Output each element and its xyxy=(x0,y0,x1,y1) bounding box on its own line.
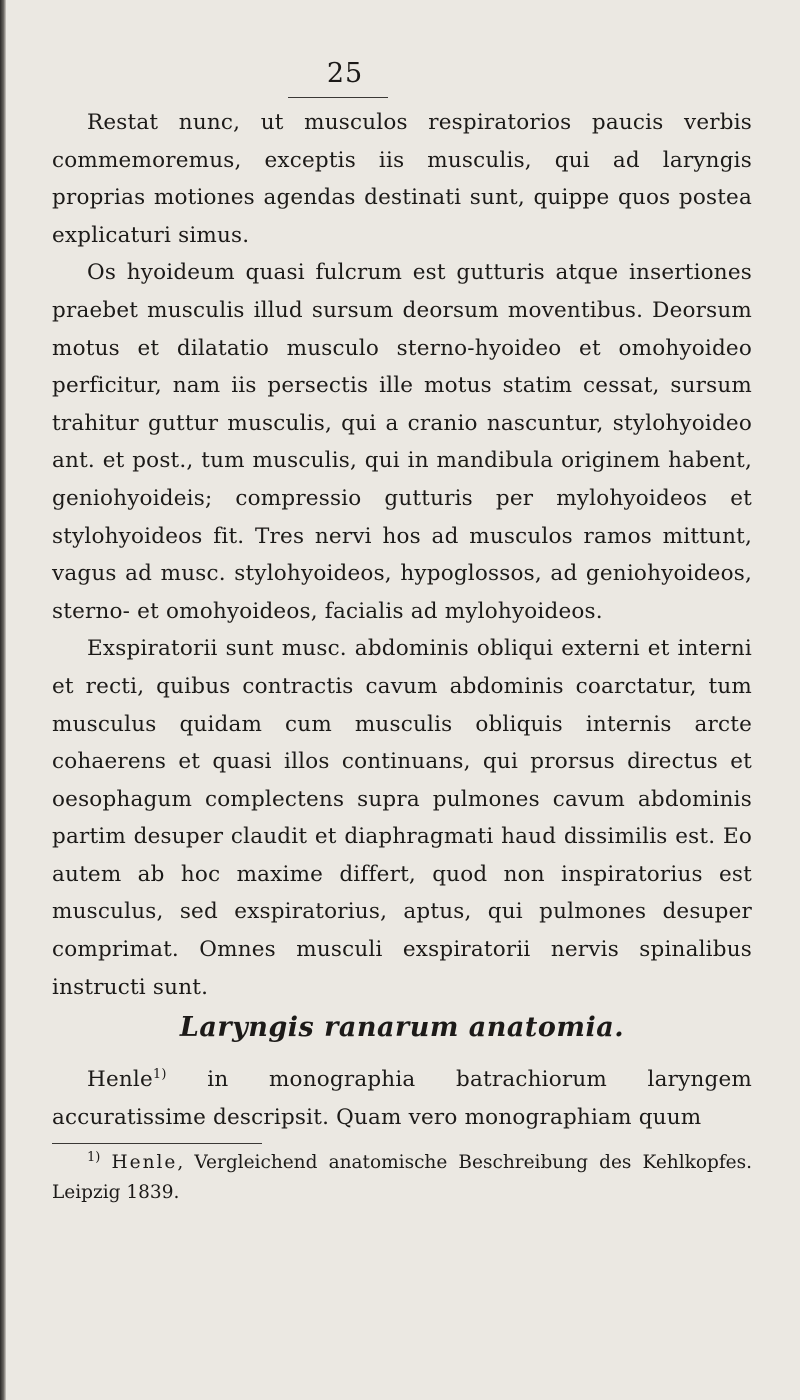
section-heading: Laryngis ranarum anatomia. xyxy=(179,1012,625,1043)
paragraph-3: Exspiratorii sunt musc. abdominis obliqui externi et interni et recti, quibus contractis cavum abdominis coarctatur, tum musculus quidam cum musculis obliquis internis arcte cohaerens et quasi illos continuans, qui prorsus directus et oesophagum complectens supra pulmones cavum abdominis partim desuper claudit et diaphragmati haud dissimilis est. Eo autem ab hoc maxime differt, quod non inspiratorius est musculus, sed exspiratorius, aptus, qui pulmones desuper comprimat. Omnes musculi exspiratorii nervis spinalibus instructi sunt. xyxy=(52,636,752,1000)
page-number-rule xyxy=(288,97,388,98)
paragraph-2: Os hyoideum quasi fulcrum est gutturis atque insertiones praebet musculis illud sursum deorsum moventibus. Deorsum motus et dilatatio musculo sterno-hyoideo et omohyoideo perficitur, nam iis persectis ille motus statim cessat, sursum trahitur guttur musculis, qui a cranio nascuntur, stylohyoideo ant. et post., tum musculis, qui in mandibula originem habent, geniohyoideis; compressio gutturis per mylohyoideos et stylohyoideos fit. Tres nervi hos ad musculos ramos mittunt, vagus ad musc. stylohyoideos, hypoglossos, ad geniohyoideos, sterno- et omohyoideos, facialis ad mylohyoideos. xyxy=(52,260,752,624)
section-paragraph-text: in monographia batrachiorum laryngem accuratissime descripsit. Quam vero monographiam quum xyxy=(52,1067,752,1130)
footnote-body xyxy=(52,1148,752,1208)
footnote-author: Henle xyxy=(111,1152,178,1173)
binding-edge xyxy=(0,0,6,1400)
footnote-rule xyxy=(52,1143,262,1144)
footnote xyxy=(52,1148,752,1208)
section-paragraph xyxy=(52,1061,752,1136)
body-text xyxy=(52,104,752,1006)
footnote-text: , Vergleichend anatomische Beschreibung des Kehlkopfes. Leipzig 1839. xyxy=(52,1152,752,1203)
page-number: 25 xyxy=(326,58,364,89)
footnote-mark: 1) xyxy=(87,1149,101,1165)
section-body xyxy=(52,1061,752,1136)
paragraph-1: Restat nunc, ut musculos respiratorios paucis verbis commemoremus, exceptis iis musculis, qui ad laryngis proprias motiones agendas destinati sunt, quippe quos postea explicaturi simus. xyxy=(52,110,752,248)
footnote-ref: 1) xyxy=(152,1066,167,1082)
cited-author: Henle xyxy=(87,1067,153,1092)
